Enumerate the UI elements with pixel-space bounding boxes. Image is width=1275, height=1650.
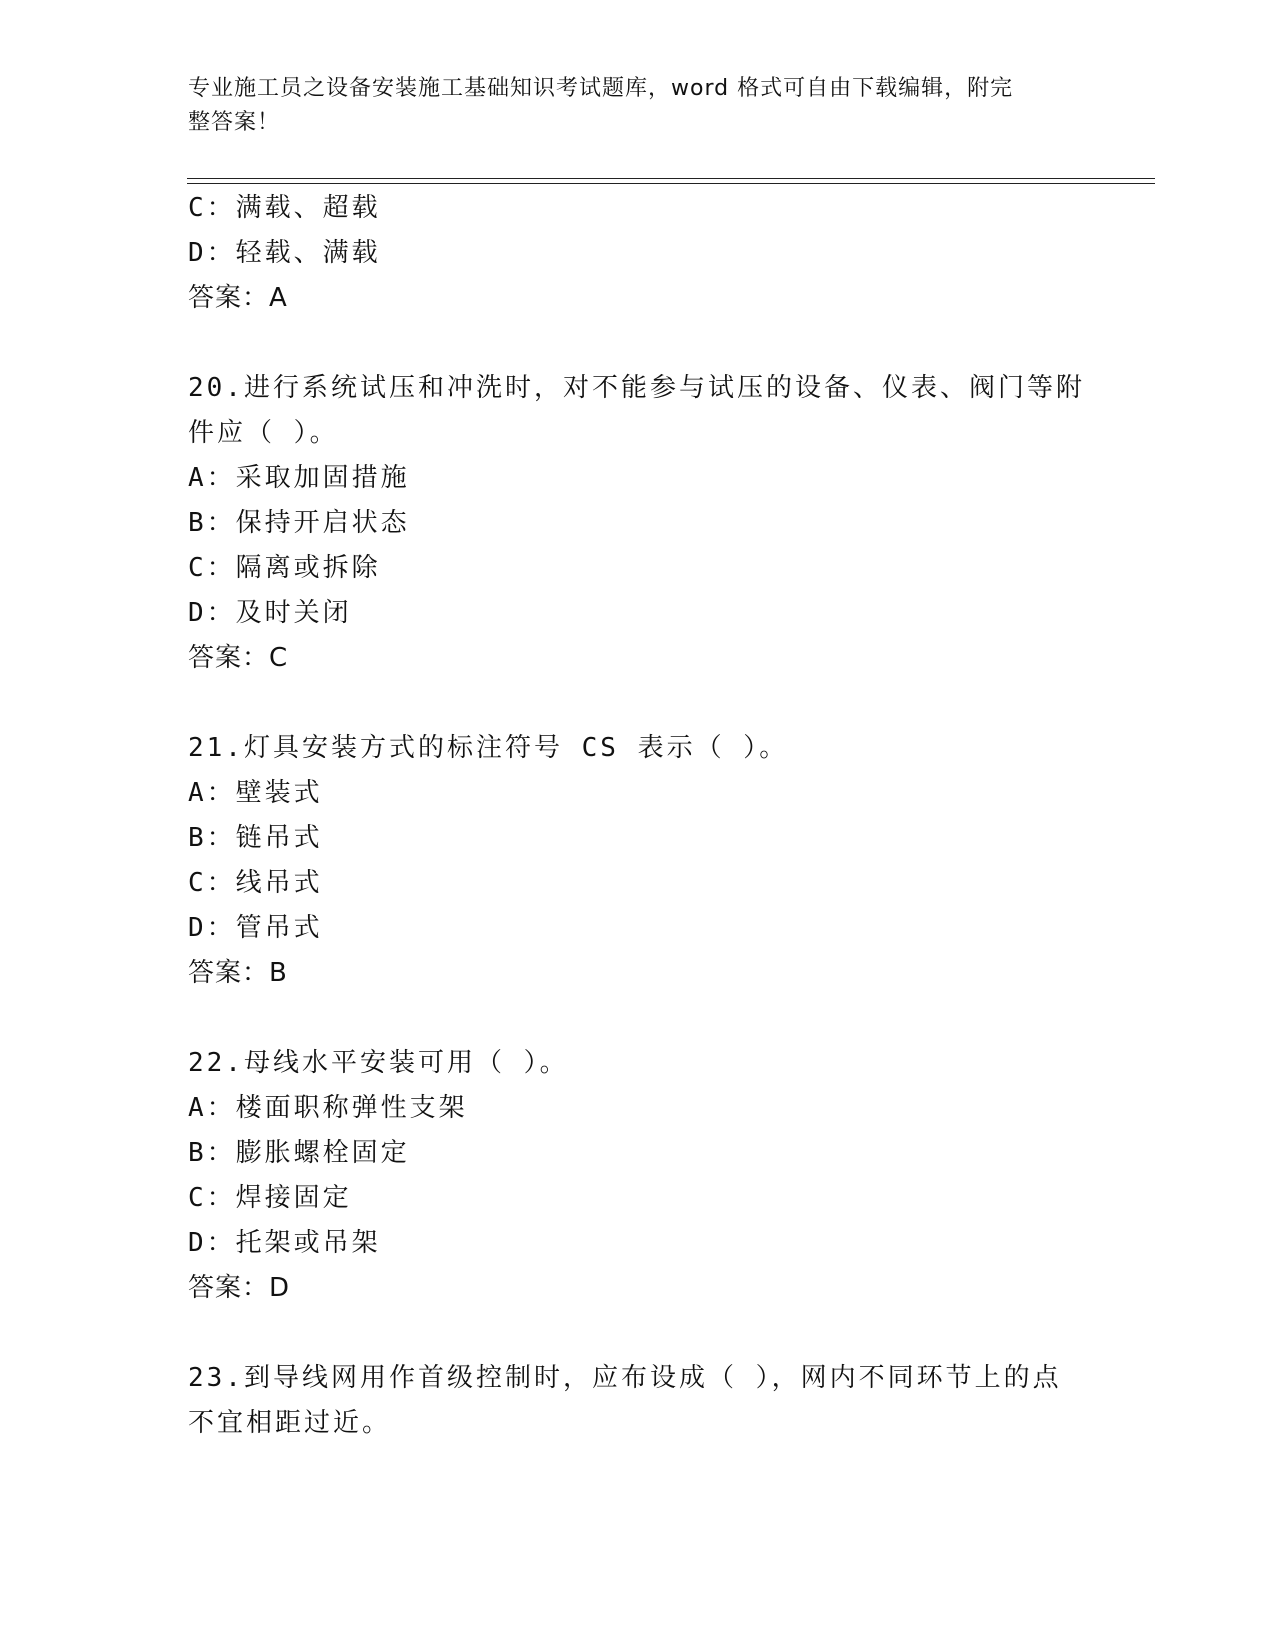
header-divider-bottom [187,183,1155,184]
q23-stem-line-1: 23.到导线网用作首级控制时，应布设成（ ），网内不同环节上的点 [188,1363,1062,1393]
q21-option-c: C：线吊式 [188,868,323,898]
q22-option-d: D：托架或吊架 [188,1228,381,1258]
q21-option-a: A：壁装式 [188,778,323,808]
q20-option-d: D：及时关闭 [188,598,352,628]
q20-option-a: A：采取加固措施 [188,463,410,493]
q21-answer: 答案：B [188,958,288,988]
q20-option-b: B：保持开启状态 [188,508,410,538]
header-line-1: 专业施工员之设备安装施工基础知识考试题库，word 格式可自由下载编辑，附完 [188,76,1014,101]
prev-option-d: D：轻载、满载 [188,238,381,268]
header-divider-top [187,178,1155,179]
q22-option-a: A：楼面职称弹性支架 [188,1093,468,1123]
prev-option-c: C：满载、超载 [188,193,381,223]
header-line-2: 整答案！ [188,110,281,135]
q20-stem-line-1: 20.进行系统试压和冲洗时，对不能参与试压的设备、仪表、阀门等附 [188,373,1085,403]
prev-answer: 答案：A [188,283,288,313]
q21-option-b: B：链吊式 [188,823,323,853]
q20-option-c: C：隔离或拆除 [188,553,381,583]
q21-option-d: D：管吊式 [188,913,323,943]
q20-stem-line-2: 件应（ ）。 [188,418,339,448]
q23-stem-line-2: 不宜相距过近。 [188,1408,392,1438]
q22-option-b: B：膨胀螺栓固定 [188,1138,410,1168]
q22-option-c: C：焊接固定 [188,1183,352,1213]
q20-answer: 答案：C [188,643,289,673]
document-header [188,72,1088,140]
q21-stem-line-1: 21.灯具安装方式的标注符号 CS 表示（ ）。 [188,733,789,763]
q22-stem-line-1: 22.母线水平安装可用（ ）。 [188,1048,569,1078]
q22-answer: 答案：D [188,1273,291,1303]
